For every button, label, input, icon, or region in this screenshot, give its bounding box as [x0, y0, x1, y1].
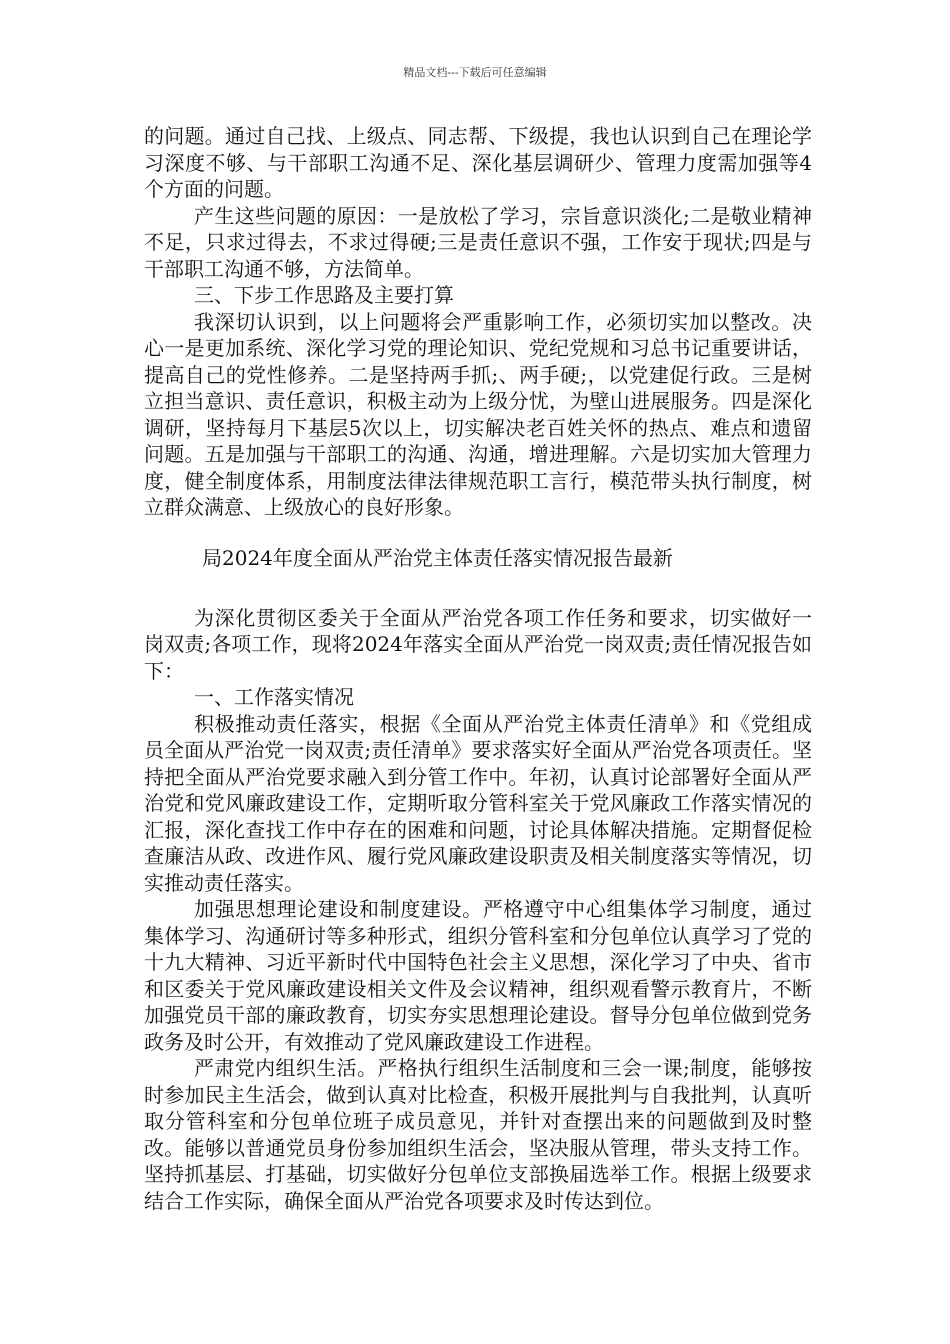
paragraph: 严肃党内组织生活。严格执行组织生活制度和三会一课;制度，能够按时参加民主生活会，做到认真对比检查，积极开展批判与自我批判，认真听取分管科室和分包单位班子成员意见，并针对查摆出来的问题做到及时整改。能够以普通党员身份参加组织生活会，坚决服从管理，带头支持工作。坚持抓基层、打基础，切实做好分包单位支部换届选举工作。根据上级要求结合工作实际，确保全面从严治党各项要求及时传达到位。: [144, 1056, 812, 1213]
page-header: 精品文档---下载后可任意编辑: [403, 66, 547, 79]
section-heading: 三、下步工作思路及主要打算: [194, 283, 454, 307]
paragraph: 为深化贯彻区委关于全面从严治党各项工作任务和要求，切实做好一岗双责;各项工作，现将2024年落实全面从严治党一岗双责;责任情况报告如下：: [144, 605, 812, 683]
section-heading: 一、工作落实情况: [194, 685, 354, 709]
paragraph: 我深切认识到，以上问题将会严重影响工作，必须切实加以整改。决心一是更加系统、深化学习党的理论知识、党纪党规和习总书记重要讲话，提高自己的党性修养。二是坚持两手抓;、两手硬;，以党建促行政。三是树立担当意识、责任意识，积极主动为上级分忧，为壁山进展服务。四是深化调研，坚持每月下基层5次以上，切实解决老百姓关怀的热点、难点和遗留问题。五是加强与干部职工的沟通、沟通，增进理解。六是切实加大管理力度，健全制度体系，用制度法律法律规范职工言行，模范带头执行制度，树立群众满意、上级放心的良好形象。: [144, 309, 812, 519]
document-title: 局2024年度全面从严治党主体责任落实情况报告最新: [202, 545, 673, 570]
document-body: [144, 123, 812, 1214]
paragraph: 积极推动责任落实，根据《全面从严治党主体责任清单》和《党组成员全面从严治党一岗双责;责任清单》要求落实好全面从严治党各项责任。坚持把全面从严治党要求融入到分管工作中。年初，认真讨论部署好全面从严治党和党风廉政建设工作，定期听取分管科室关于党风廉政工作落实情况的汇报，深化查找工作中存在的困难和问题，讨论具体解决措施。定期督促检查廉洁从政、改进作风、履行党风廉政建设职责及相关制度落实等情况，切实推动责任落实。: [144, 711, 812, 895]
paragraph: 产生这些问题的原因：一是放松了学习，宗旨意识淡化;二是敬业精神不足，只求过得去，不求过得硬;三是责任意识不强，工作安于现状;四是与干部职工沟通不够，方法简单。: [144, 203, 812, 281]
paragraph: 加强思想理论建设和制度建设。严格遵守中心组集体学习制度，通过集体学习、沟通研讨等多种形式，组织分管科室和分包单位认真学习了党的十九大精神、习近平新时代中国特色社会主义思想，深化学习了中央、省市和区委关于党风廉政建设相关文件及会议精神，组织观看警示教育片，不断加强党员干部的廉政教育，切实夯实思想理论建设。督导分包单位做到党务政务及时公开，有效推动了党风廉政建设工作进程。: [144, 897, 812, 1054]
paragraph: 的问题。通过自己找、上级点、同志帮、下级提，我也认识到自己在理论学习深度不够、与干部职工沟通不足、深化基层调研少、管理力度需加强等4个方面的问题。: [144, 124, 812, 201]
